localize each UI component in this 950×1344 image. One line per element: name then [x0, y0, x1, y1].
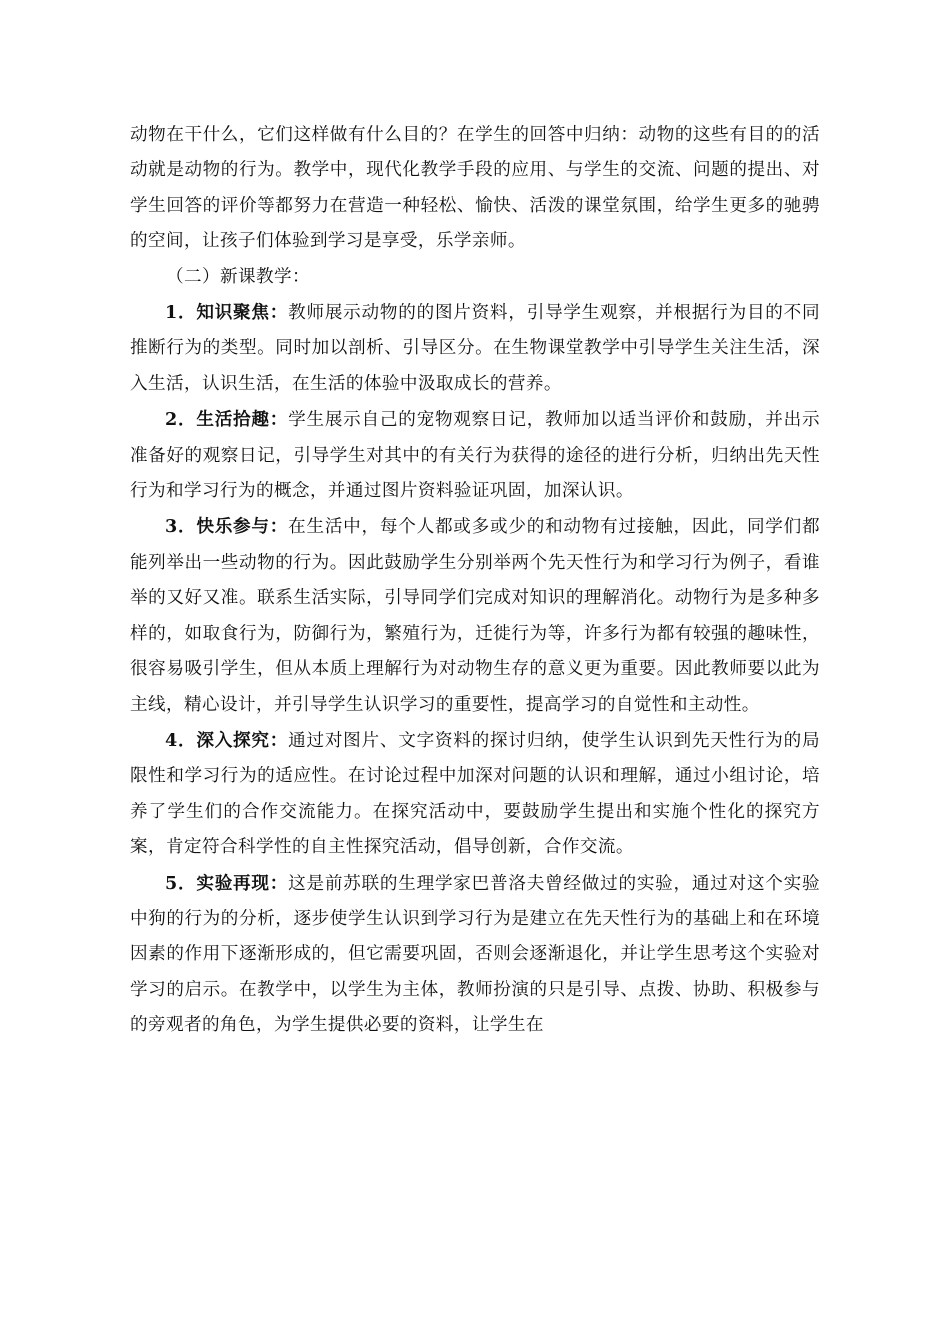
- item-knowledge-focus: [130, 295, 820, 402]
- item-text: 通过对图片、文字资料的探讨归纳，使学生认识到先天性行为的局限性和学习行为的适应性。在讨论过程中加深对问题的认识和理解，通过小组讨论，培养了学生们的合作交流能力。在探究活动中，要鼓励学生提出和实施个性化的探究方案，肯定符合科学性的自主性探究活动，倡导创新，合作交流。: [130, 730, 820, 858]
- item-lead: 4．深入探究：: [165, 729, 289, 751]
- section-heading: （二）新课教学：: [166, 266, 310, 287]
- item-text: 在生活中，每个人都或多或少的和动物有过接触，因此，同学们都能列举出一些动物的行为。因此鼓励学生分别举两个先天性行为和学习行为例子，看谁举的又好又准。联系生活实际，引导同学们完成对知识的理解消化。动物行为是多种多样的，如取食行为，防御行为，繁殖行为，迁徙行为等，许多行为都有较强的趣味性，很容易吸引学生，但从本质上理解行为对动物生存的意义更为重要。因此教师要以此为主线，精心设计，并引导学生认识学习的重要性，提高学习的自觉性和主动性。: [130, 517, 820, 715]
- item-experiment-replay: [130, 866, 820, 1044]
- item-lead: 1．知识聚焦：: [165, 302, 289, 324]
- intro-paragraph: 动物在干什么，它们这样做有什么目的？在学生的回答中归纳：动物的这些有目的的活动就是动物的行为。教学中，现代化教学手段的应用、与学生的交流、问题的提出、对学生回答的评价等都努力在营造一种轻松、愉快、活泼的课堂氛围，给学生更多的驰骋的空间，让孩子们体验到学习是享受，乐学亲师。: [130, 125, 820, 252]
- document-page: [130, 118, 820, 1044]
- item-text: 这是前苏联的生理学家巴普洛夫曾经做过的实验，通过对这个实验中狗的行为的分析，逐步使学生认识到学习行为是建立在先天性行为的基础上和在环境因素的作用下逐渐形成的，但它需要巩固，否则会逐渐退化，并让学生思考这个实验对学习的启示。在教学中，以学生为主体，教师扮演的只是引导、点拨、协助、积极参与的旁观者的角色，为学生提供必要的资料，让学生在: [130, 873, 820, 1036]
- item-life-fun: [130, 402, 820, 509]
- item-deep-inquiry: [130, 723, 820, 866]
- item-text: 学生展示自己的宠物观察日记，教师加以适当评价和鼓励，并出示准备好的观察日记，引导学生对其中的有关行为获得的途径的进行分析，归纳出先天性行为和学习行为的概念，并通过图片资料验证巩固，加深认识。: [130, 410, 820, 502]
- item-text: 教师展示动物的的图片资料，引导学生观察，并根据行为目的不同推断行为的类型。同时加以剖析、引导区分。在生物课堂教学中引导学生关注生活，深入生活，认识生活，在生活的体验中汲取成长的营养。: [130, 303, 820, 394]
- item-lead: 3．快乐参与：: [165, 516, 289, 538]
- item-happy-participation: [130, 509, 820, 722]
- item-lead: 2．生活拾趣：: [165, 409, 289, 431]
- item-lead: 5．实验再现：: [165, 872, 289, 894]
